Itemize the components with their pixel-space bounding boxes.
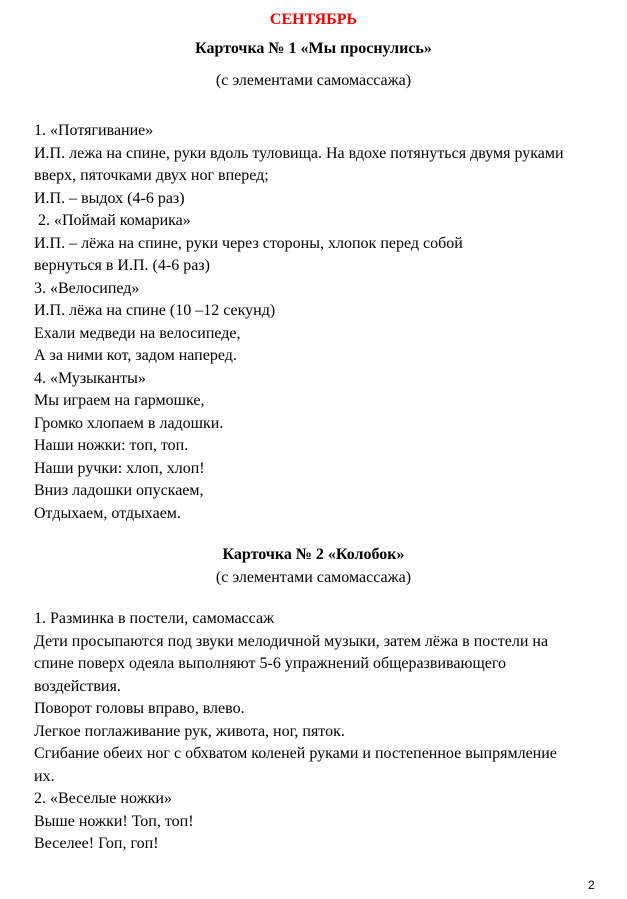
text-line: Поворот головы вправо, влево. bbox=[34, 700, 245, 717]
text-line: 4. «Музыканты» bbox=[34, 369, 146, 387]
text-line: вернуться в И.П. (4-6 раз) bbox=[34, 257, 210, 274]
text-line: И.П. – лёжа на спине, руки через стороны, хлопок перед собой bbox=[34, 234, 463, 252]
text-line: спине поверх одеяла выполняют 5-6 упражнений общеразвивающего bbox=[34, 655, 507, 672]
text-line: 1. Разминка в постели, самомассаж bbox=[34, 610, 275, 627]
text-line: 2. «Веселые ножки» bbox=[34, 790, 172, 807]
text-line: Выше ножки! Топ, топ! bbox=[34, 812, 194, 830]
text-line: воздействия. bbox=[34, 677, 121, 695]
text-line: 1. «Потягивание» bbox=[34, 122, 154, 139]
card-2-subtitle: (с элементами самомассажа) bbox=[215, 569, 412, 586]
text-line: Сгибание обеих ног с обхватом коленей руками и постепенное выпрямление bbox=[34, 745, 557, 762]
text-line: Громко хлопаем в ладошки. bbox=[34, 414, 224, 432]
text-line: вверх, пяточками двух ног вперед; bbox=[34, 167, 269, 184]
month-heading: СЕНТЯБРЬ bbox=[269, 11, 358, 28]
card-1-text bbox=[34, 120, 604, 525]
text-line: Легкое поглаживание рук, живота, ног, пяток. bbox=[34, 722, 345, 740]
text-line: И.П. – выдох (4-6 раз) bbox=[34, 189, 185, 207]
text-line: Наши ножки: топ, топ. bbox=[34, 437, 189, 454]
text-line: И.П. лёжа на спине (10 –12 секунд) bbox=[34, 302, 276, 319]
text-line: Веселее! Гоп, гоп! bbox=[34, 835, 159, 852]
text-line: Наши ручки: хлоп, хлоп! bbox=[34, 459, 205, 477]
text-line: И.П. лежа на спине, руки вдоль туловища. На вдохе потянуться двумя руками bbox=[34, 144, 564, 162]
text-line: Ехали медведи на велосипеде, bbox=[34, 324, 241, 342]
text-line: 3. «Велосипед» bbox=[34, 279, 140, 297]
text-line: Дети просыпаются под звуки мелодичной музыки, затем лёжа в постели на bbox=[34, 632, 549, 650]
card-1-subtitle: (с элементами самомассажа) bbox=[215, 72, 412, 89]
text-line: 2. «Поймай комарика» bbox=[34, 212, 191, 229]
card-2-title: Карточка № 2 «Колобок» bbox=[222, 546, 405, 563]
text-line: их. bbox=[34, 767, 55, 785]
text-line: А за ними кот, задом наперед. bbox=[34, 347, 237, 364]
card-2-text bbox=[34, 608, 604, 856]
text-line: Мы играем на гармошке, bbox=[34, 392, 205, 409]
text-line: Вниз ладошки опускаем, bbox=[34, 482, 204, 499]
page-number: 2 bbox=[588, 878, 595, 892]
text-line: Отдыхаем, отдыхаем. bbox=[34, 504, 181, 522]
card-1-title: Карточка № 1 «Мы проснулись» bbox=[195, 40, 432, 57]
